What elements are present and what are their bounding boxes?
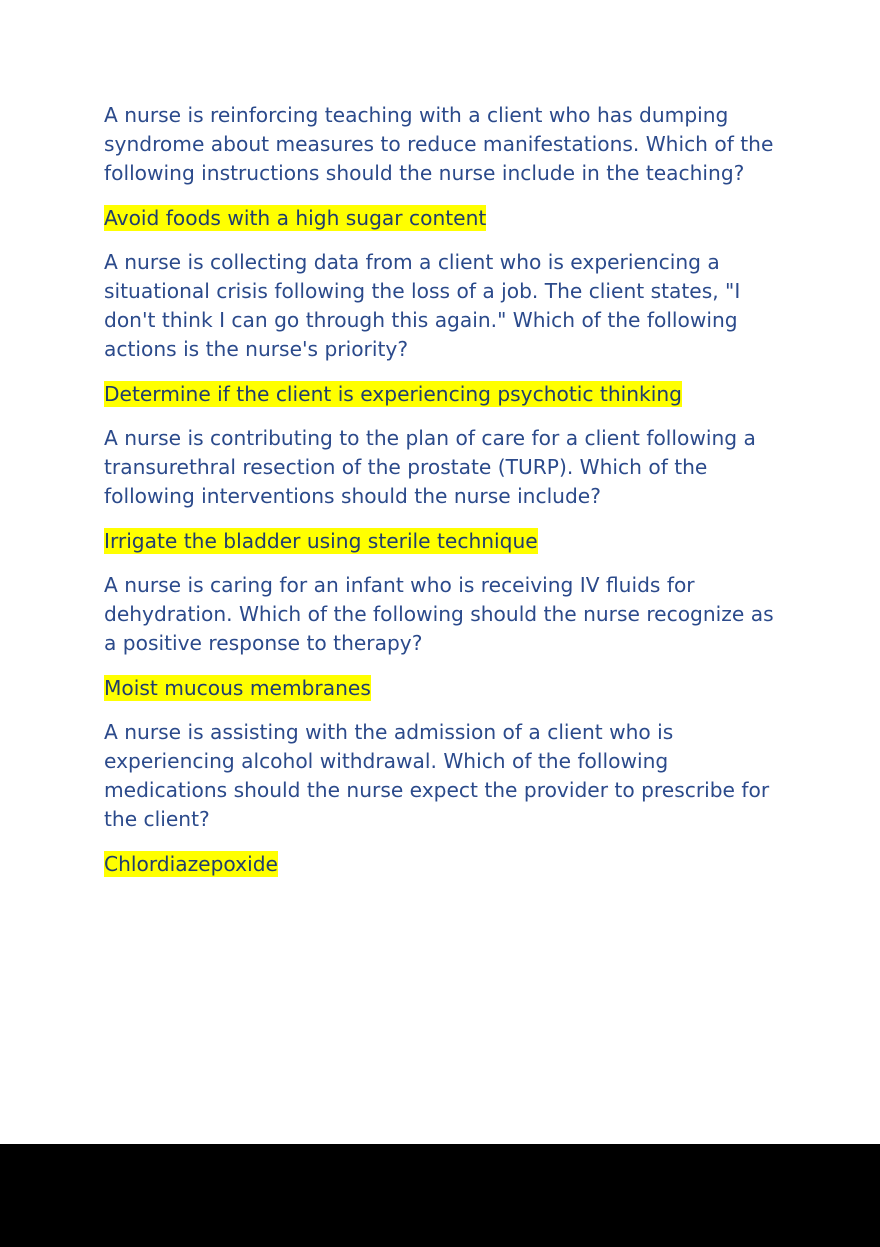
- question-1: A nurse is reinforcing teaching with a client who has dumping syndrome about measures to reduce manifestations. Which of the following instructions should the nurse include in the teaching?: [104, 103, 774, 185]
- question-4: A nurse is caring for an infant who is receiving IV fluids for dehydration. Which of the following should the nurse recognize as a positive response to therapy?: [104, 573, 774, 655]
- answer-3-highlighted: Irrigate the bladder using sterile technique: [104, 529, 538, 553]
- bottom-black-bar: [0, 1144, 880, 1247]
- answer-2-highlighted: Determine if the client is experiencing psychotic thinking: [104, 382, 682, 406]
- question-3: A nurse is contributing to the plan of care for a client following a transurethral resection of the prostate (TURP). Which of the following interventions should the nurse include?: [104, 426, 756, 508]
- question-2: A nurse is collecting data from a client who is experiencing a situational crisis following the loss of a job. The client states, "I don't think I can go through this again." Which of the following actions is the nurse's priority?: [104, 250, 741, 361]
- question-5: A nurse is assisting with the admission of a client who is experiencing alcohol withdrawal. Which of the following medications should the nurse expect the provider to prescribe for the client?: [104, 720, 770, 831]
- qa-list: [104, 101, 784, 894]
- answer-4-highlighted: Moist mucous membranes: [104, 676, 371, 700]
- answer-5-highlighted: Chlordiazepoxide: [104, 852, 278, 876]
- answer-1-highlighted: Avoid foods with a high sugar content: [104, 206, 487, 230]
